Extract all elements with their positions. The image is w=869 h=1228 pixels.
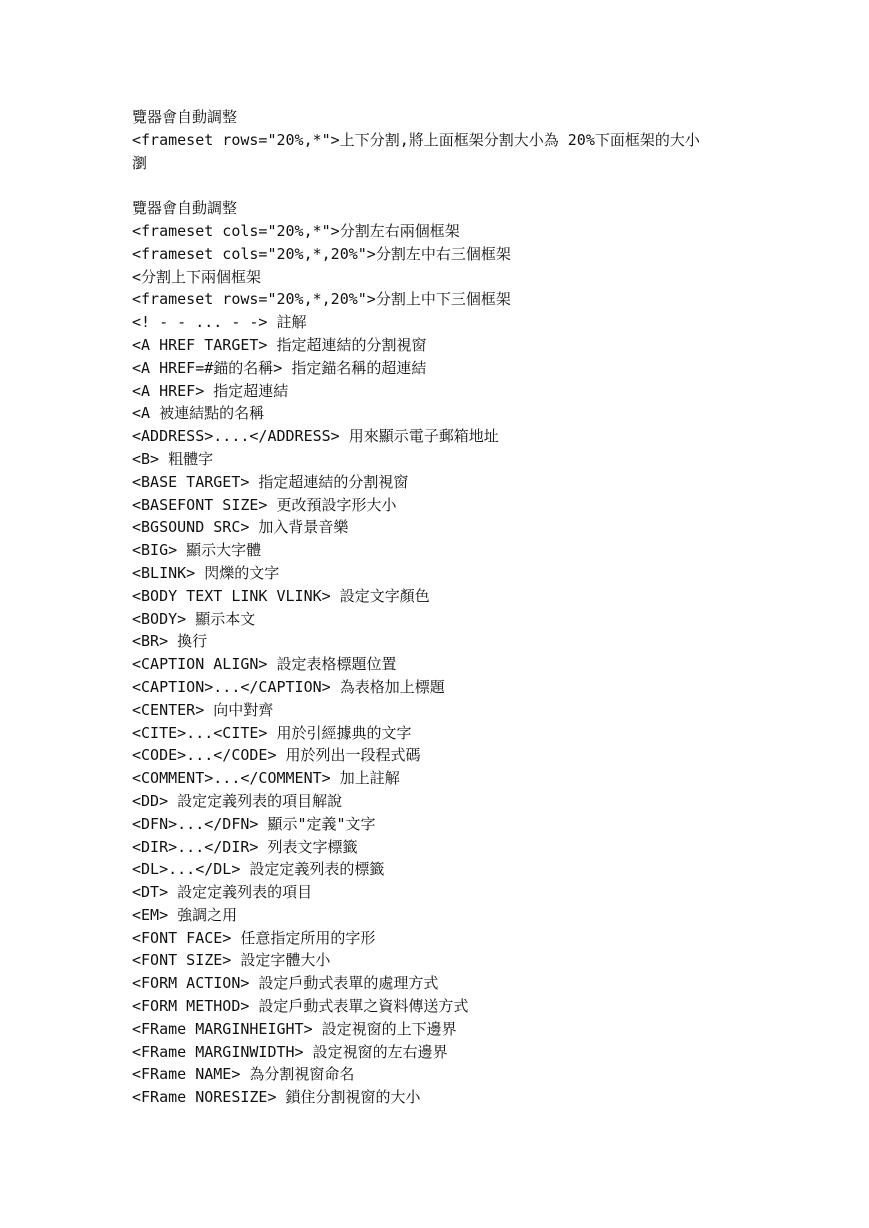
- text-line: <DD> 設定定義列表的項目解說: [132, 791, 343, 810]
- text-line: <A HREF TARGET> 指定超連結的分割視窗: [132, 335, 427, 354]
- text-line: <BODY TEXT LINK VLINK> 設定文字顏色: [132, 586, 430, 605]
- text-line: <CITE>...<CITE> 用於引經據典的文字: [132, 723, 412, 742]
- text-line: <FRame NORESIZE> 鎖住分割視窗的大小: [132, 1088, 421, 1107]
- text-line: <FORM ACTION> 設定戶動式表單的處理方式: [132, 974, 439, 993]
- text-line: <frameset rows="20%,*,20%">分割上中下三個框架: [132, 290, 511, 309]
- text-line: <A 被連結點的名稱: [132, 404, 265, 423]
- text-line: <DIR>...</DIR> 列表文字標籤: [132, 837, 358, 856]
- text-line: <BASEFONT SIZE> 更改預設字形大小: [132, 495, 397, 514]
- text-line: <B> 粗體字: [132, 449, 214, 468]
- text-line: <BR> 換行: [132, 632, 208, 651]
- text-line: 瀏: [132, 153, 148, 172]
- text-line: <COMMENT>...</COMMENT> 加上註解: [132, 769, 400, 788]
- text-line: <FONT FACE> 任意指定所用的字形: [132, 928, 376, 947]
- blank-line: [132, 174, 832, 197]
- text-line: <BLINK> 閃爍的文字: [132, 563, 280, 582]
- text-line: <FRame MARGINHEIGHT> 設定視窗的上下邊界: [132, 1019, 457, 1038]
- text-line: <! - - ... - -> 註解: [132, 313, 307, 332]
- text-line: <ADDRESS>....</ADDRESS> 用來顯示電子郵箱地址: [132, 427, 499, 446]
- text-line: <DFN>...</DFN> 顯示"定義"文字: [132, 814, 376, 833]
- text-line: <BASE TARGET> 指定超連結的分割視窗: [132, 472, 409, 491]
- text-line: <分割上下兩個框架: [132, 267, 262, 286]
- text-line: <BGSOUND SRC> 加入背景音樂: [132, 518, 349, 537]
- text-line: <frameset rows="20%,*">上下分割,將上面框架分割大小為 20%下面框架的大小: [132, 130, 700, 149]
- text-line: <FONT SIZE> 設定字體大小: [132, 951, 331, 970]
- text-line: <DT> 設定定義列表的項目: [132, 883, 313, 902]
- text-line: <CODE>...</CODE> 用於列出一段程式碼: [132, 746, 421, 765]
- text-line: <CAPTION>...</CAPTION> 為表格加上標題: [132, 677, 445, 696]
- document-body: [132, 106, 832, 1109]
- text-line: <FRame MARGINWIDTH> 設定視窗的左右邊界: [132, 1042, 448, 1061]
- text-line: <A HREF> 指定超連結: [132, 381, 289, 400]
- text-line: 覽器會自動調整: [132, 199, 238, 218]
- text-line: <BIG> 顯示大字體: [132, 541, 262, 560]
- text-line: <FORM METHOD> 設定戶動式表單之資料傳送方式: [132, 997, 469, 1016]
- text-line: <FRame NAME> 為分割視窗命名: [132, 1065, 355, 1084]
- text-line: <A HREF=#錨的名稱> 指定錨名稱的超連結: [132, 358, 427, 377]
- text-line: <frameset cols="20%,*">分割左右兩個框架: [132, 221, 460, 240]
- text-line: <frameset cols="20%,*,20%">分割左中右三個框架: [132, 244, 511, 263]
- text-line: <BODY> 顯示本文: [132, 609, 256, 628]
- text-line: <CENTER> 向中對齊: [132, 700, 274, 719]
- text-line: <EM> 強調之用: [132, 905, 238, 924]
- text-line: <CAPTION ALIGN> 設定表格標題位置: [132, 655, 397, 674]
- text-line: 覽器會自動調整: [132, 108, 238, 126]
- text-line: <DL>...</DL> 設定定義列表的標籤: [132, 860, 385, 879]
